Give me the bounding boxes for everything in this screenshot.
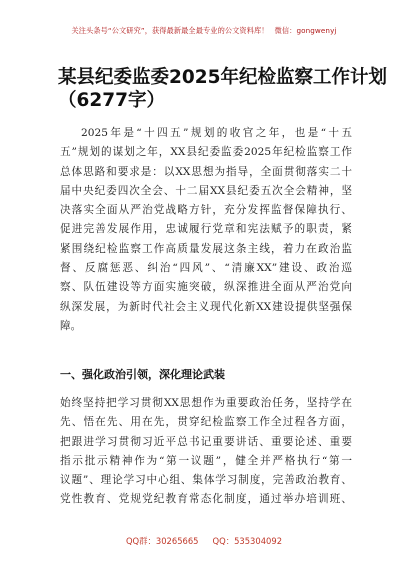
paragraph-line: 党性教育、党规党纪教育常态化制度，通过举办培训班、 xyxy=(60,493,352,506)
paragraph-line: 议题”、理论学习中心组、集体学习制度，完善政治教育、 xyxy=(60,474,352,487)
title-word-count: （6277字） xyxy=(58,90,165,111)
document-title xyxy=(58,66,387,112)
paragraph-line: 决落实全面从严治党战略方针，充分发挥监督保障执行、 xyxy=(60,204,352,217)
paragraph-line: 促进完善发展作用，忠诚履行党章和宪法赋予的职责，紧 xyxy=(60,223,352,236)
paragraph-line: 督、反腐惩恶、纠治“四风”、“清廉XX”建设、政治巡 xyxy=(60,262,352,275)
intro-paragraph xyxy=(60,124,352,336)
paragraph-line: 始终坚持把学习贯彻XX思想作为重要政治任务，坚持学在 xyxy=(60,397,352,409)
paragraph-line: 2025年是“十四五”规划的收官之年，也是“十五 xyxy=(81,127,352,139)
qq-number: QQ：535304092 xyxy=(212,536,283,546)
paragraph-line: 紧围绕纪检监察工作高质量发展这条主线，着力在政治监 xyxy=(60,242,352,255)
contact-footer xyxy=(0,535,408,547)
paragraph-line: 把跟进学习贯彻习近平总书记重要讲话、重要论述、重要 xyxy=(60,435,352,448)
qq-group-number: QQ群：30265665 xyxy=(125,536,199,546)
promo-banner-text: 关注头条号“公文研究”，获得最新最全最专业的公文资料库！ xyxy=(71,26,269,35)
paragraph-line: 察、队伍建设等方面实施突破，纵深推进全面从严治党向 xyxy=(60,281,352,294)
title-line-1: 某县纪委监委2025年纪检监察工作计划 xyxy=(58,67,387,88)
section-paragraph xyxy=(60,394,352,510)
paragraph-line: 指示批示精神作为“第一议题”，健全并严格执行“第一 xyxy=(60,454,352,467)
promo-banner xyxy=(0,26,408,36)
paragraph-line: 五”规划的谋划之年，XX县纪委监委2025年纪检监察工作 xyxy=(60,146,352,159)
paragraph-line: 纵深发展，为新时代社会主义现代化新XX建设提供坚强保 xyxy=(60,300,352,313)
paragraph-line: 先、悟在先、用在先，贯穿纪检监察工作全过程各方面， xyxy=(60,416,352,429)
paragraph-line: 总体思路和要求是：以XX思想为指导，全面贯彻落实二十 xyxy=(60,165,352,178)
promo-wechat-id: 微信：gongwenyj xyxy=(274,26,337,35)
section-heading: 一、强化政治引领，深化理论武装 xyxy=(60,368,225,381)
paragraph-line: 届中央纪委四次全会、十二届XX县纪委五次全会精神，坚 xyxy=(60,184,352,197)
paragraph-line: 障。 xyxy=(60,319,82,332)
